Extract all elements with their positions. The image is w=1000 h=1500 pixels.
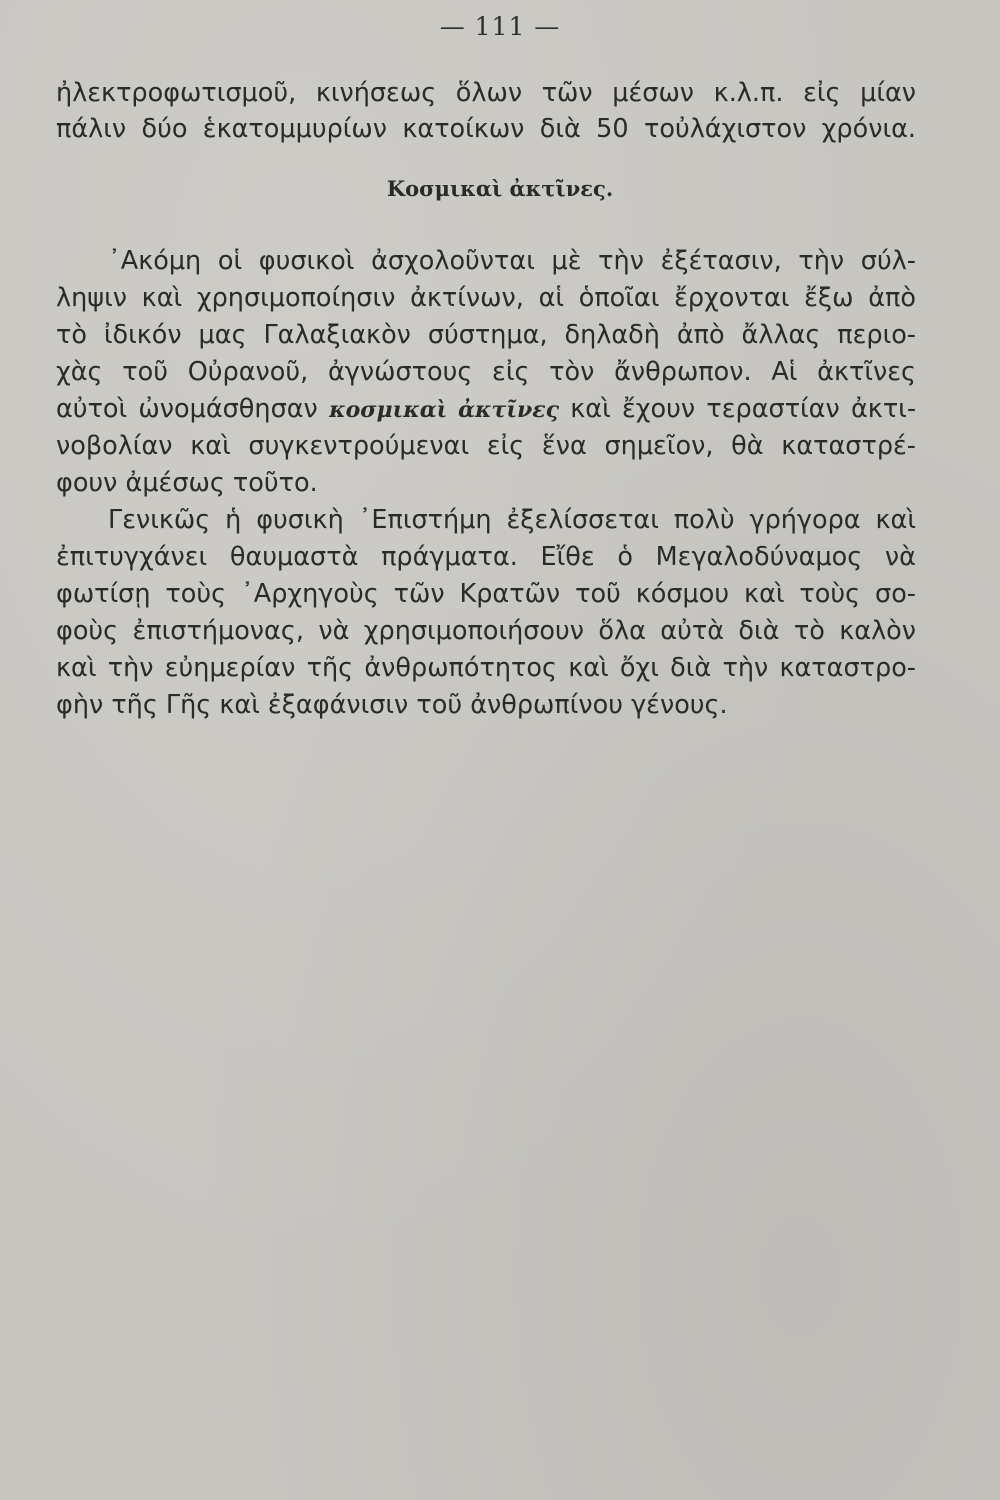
text-line: φοὺς ἐπιστήμονας, νὰ χρησιμοποιήσουν ὅλα αὐτὰ διὰ τὸ καλὸν [56, 616, 916, 646]
text-line: καὶ τὴν εὐημερίαν τῆς ἀνθρωπότητος καὶ ὄχι διὰ τὴν καταστρο- [56, 653, 916, 683]
text-line: ληψιν καὶ χρησιμοποίησιν ἀκτίνων, αἱ ὁποῖαι ἔρχονται ἔξω ἀπὸ [56, 283, 916, 313]
text-fragment: αὐτοὶ ὠνομάσθησαν [56, 394, 318, 424]
text-line: ἐπιτυγχάνει θαυμαστὰ πράγματα. Εἴθε ὁ Μεγαλοδύναμος νὰ [56, 542, 916, 572]
text-line: νοβολίαν καὶ συγκεντρούμεναι εἰς ἕνα σημεῖον, θὰ καταστρέ- [56, 431, 916, 461]
text-line: τὸ ἰδικόν μας Γαλαξιακὸν σύστημα, δηλαδὴ ἀπὸ ἄλλας περιο- [56, 320, 916, 350]
paragraph-first-line: ᾿Ακόμη οἱ φυσικοὶ ἀσχολοῦνται μὲ τὴν ἐξέτασιν, τὴν σύλ- [108, 246, 916, 276]
section-heading: Κοσμικαὶ ἀκτῖνες. [386, 176, 614, 201]
text-line: πάλιν δύο ἑκατομμυρίων κατοίκων διὰ 50 τοὐλάχιστον χρόνια. [56, 114, 916, 144]
text-line: φωτίσῃ τοὺς ᾿Αρχηγοὺς τῶν Κρατῶν τοῦ κόσμου καὶ τοὺς σο- [56, 579, 916, 609]
text-line: ἠλεκτροφωτισμοῦ, κινήσεως ὅλων τῶν μέσων κ.λ.π. εἰς μίαν [56, 78, 916, 108]
paragraph-first-line: Γενικῶς ἡ φυσικὴ ᾿Επιστήμη ἐξελίσσεται πολὺ γρήγορα καὶ [108, 505, 916, 535]
text-fragment: καὶ ἔχουν τεραστίαν ἀκτι- [570, 394, 917, 424]
paragraph-last-line: φὴν τῆς Γῆς καὶ ἐξαφάνισιν τοῦ ἀνθρωπίνου γένους. [56, 690, 728, 720]
emphasized-term: κοσμικαὶ ἀκτῖνες [329, 397, 559, 423]
text-line: χὰς τοῦ Οὐρανοῦ, ἀγνώστους εἰς τὸν ἄνθρωπον. Αἱ ἀκτῖνες [56, 357, 916, 387]
paragraph-last-line: φουν ἀμέσως τοῦτο. [56, 468, 318, 498]
page-number: — 111 — [439, 12, 561, 41]
text-line-with-term [56, 392, 916, 427]
